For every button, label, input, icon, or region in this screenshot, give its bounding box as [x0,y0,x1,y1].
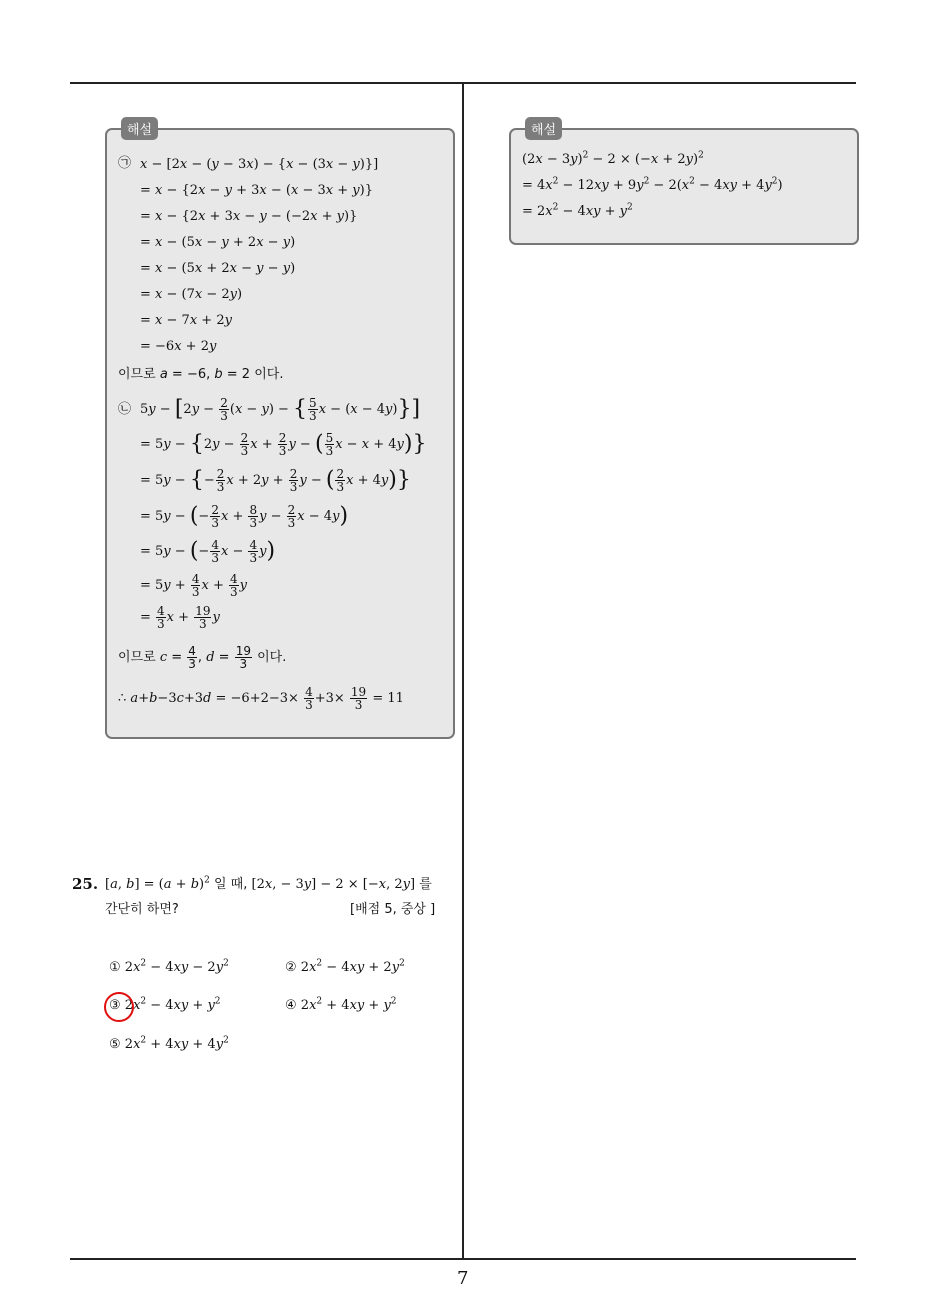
page-number: 7 [457,1268,469,1289]
question-line-1: [a, $b] = (a + b)^2$ 일 때, [2x, − 3y] − 2 × [−x, 2y] 를 [105,875,432,892]
option-4[interactable]: ④ $2x^2 + 4xy + y^2$ [285,996,397,1013]
question-number: 25. [72,875,99,893]
right-line-3: = $2x^2 - 4xy + y^2$ [522,202,633,219]
option-2[interactable]: ② $2x^2 - 4xy + 2y^2$ [285,958,405,975]
option-5[interactable]: ⑤ $2x^2 + 4xy + 4y^2$ [109,1035,229,1052]
part2-line-5: = 5y − (− $\frac{4}{3}$ x − $\frac{4}{3}$ y) [140,538,276,565]
right-line-2: = $4x^2 - 12xy + 9y^2 - 2(x^2 - 4xy + 4y^2)$ [522,176,783,193]
result-line-2: 이므로 c = $\frac{4}{3}$ , d = $\frac{19}{3}$ 이다. [118,644,287,671]
result-line-1: 이므로 a = −6, b = 2 이다. [118,367,284,382]
question-points: [배점 5, 중상 ] [350,902,436,917]
right-line-1: $(2x - 3y)^2 - 2 \times (-x + 2y)^2$ [522,150,704,167]
part2-line-1: 5y − [2y − $\frac{2}{3}$ (x − y) − { $\frac{5}{3}$ x − (x − 4y)}] [140,396,421,423]
part2-line-3: = 5y − {− $\frac{2}{3}$ x + 2y + $\frac{2}{3}$ y − ( $\frac{2}{3}$ x + 4y)} [140,467,411,494]
part1-line-3: = x − {2x + 3x − y − (−2x + y)} [140,209,358,224]
part1-line-4: = x − (5x − y + 2x − y) [140,235,296,250]
part2-line-4: = 5y − (− $\frac{2}{3}$ x + $\frac{8}{3}$ y − $\frac{2}{3}$ x − 4y) [140,503,349,530]
part1-line-5: = x − (5x + 2x − y − y) [140,261,296,276]
part1-line-1: x − [2x − (y − 3x) − {x − (3x − y)}] [140,157,379,172]
part1-line-8: = −6x + 2y [140,339,217,354]
question-line-2: 간단히 하면? [105,902,179,917]
part2-marker: ㉡ [118,402,132,417]
part1-line-2: = x − {2x − y + 3x − (x − 3x + y)} [140,183,373,198]
conclusion-line: ∴ a+b−3c+3d = −6+2−3× $\frac{4}{3}$ +3× $\frac{19}{3}$ = 11 [118,685,404,712]
bottom-rule [70,1258,856,1260]
solution-tag-left: 해설 [121,117,158,140]
part2-line-6: = 5y + $\frac{4}{3}$ x + $\frac{4}{3}$ y [140,572,247,599]
part2-line-7: = $\frac{4}{3}$ x + $\frac{19}{3}$ y [140,604,220,631]
answer-circle-mark [104,992,134,1022]
option-3[interactable]: ③ $2x^2 - 4xy + y^2$ [109,996,221,1013]
option-1[interactable]: ① $2x^2 - 4xy - 2y^2$ [109,958,229,975]
part1-line-7: = x − 7x + 2y [140,313,232,328]
part2-line-2: = 5y − {2y − $\frac{2}{3}$ x + $\frac{2}{3}$ y − ( $\frac{5}{3}$ x − x + 4y)} [140,431,427,458]
part1-marker: ㉠ [118,156,132,171]
solution-tag-right: 해설 [525,117,562,140]
column-divider [462,84,464,1259]
part1-line-6: = x − (7x − 2y) [140,287,243,302]
